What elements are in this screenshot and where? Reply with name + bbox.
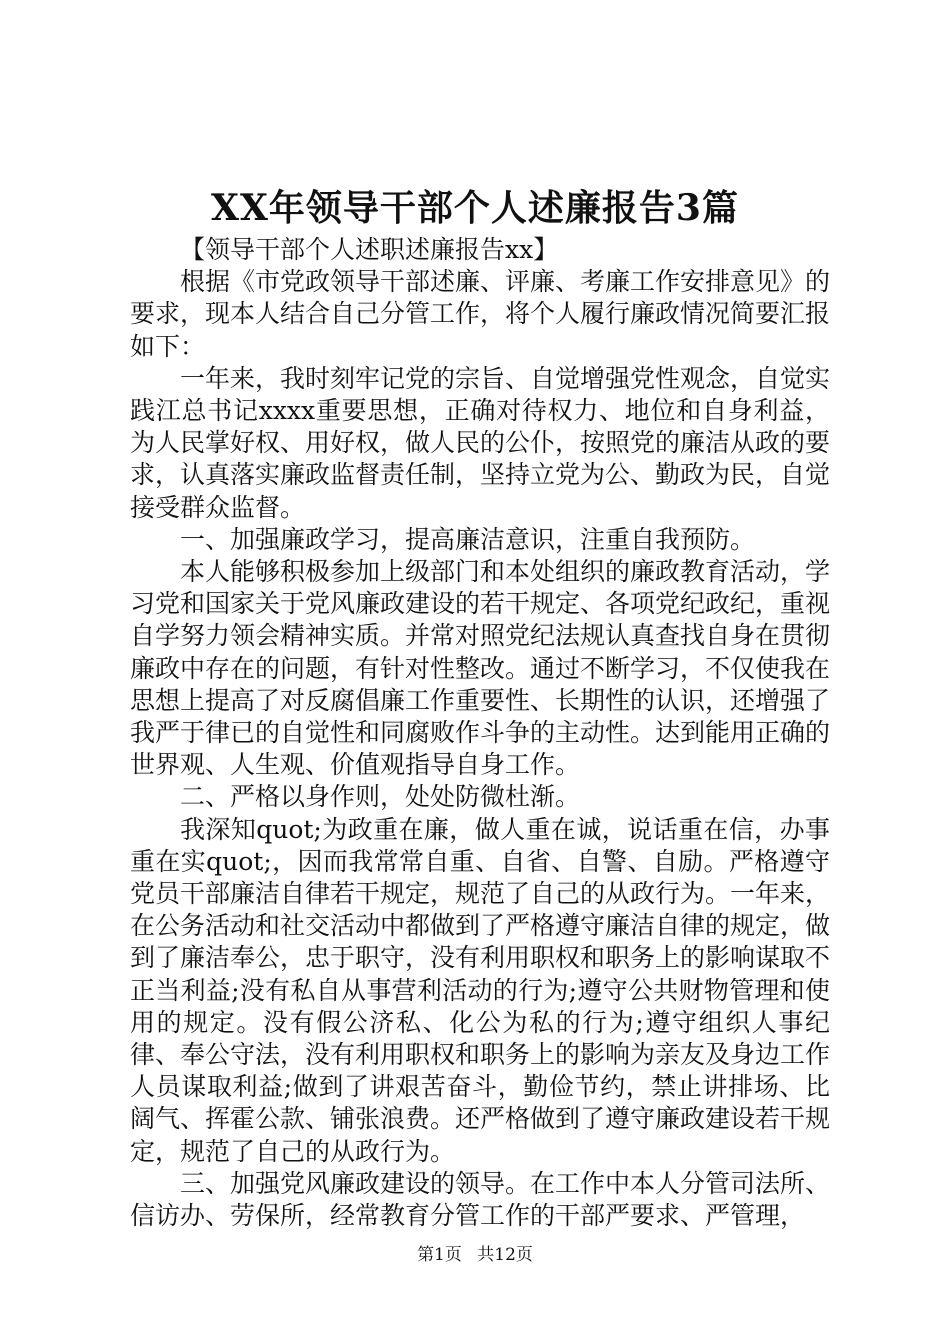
body-paragraph: 一年来，我时刻牢记党的宗旨、自觉增强党性观念，自觉实践江总书记xxxx重要思想，正确对待权力、地位和自身利益，为人民掌好权、用好权，做人民的公仆，按照党的廉洁从政的要求，认真落实廉政监督责任制，坚持立党为公、勤政为民，自觉接受群众监督。 xyxy=(130,363,831,522)
page-number-current: 第1页 xyxy=(417,1245,462,1265)
document-title: XX年领导干部个人述廉报告3篇 xyxy=(211,187,739,229)
body-paragraph: 本人能够积极参加上级部门和本处组织的廉政教育活动，学习党和国家关于党风廉政建设的若干规定、各项党纪政纪，重视自学努力领会精神实质。并常对照党纪法规认真查找自身在贯彻廉政中存在的问题，有针对性整改。通过不断学习，不仅使我在思想上提高了对反腐倡廉工作重要性、长期性的认识，还增强了我严于律已的自觉性和同腐败作斗争的主动性。达到能用正确的世界观、人生观、价值观指导自身工作。 xyxy=(130,557,831,780)
page-footer xyxy=(0,1244,950,1266)
section-heading-bracketed: 【领导干部个人述职述廉报告xx】 xyxy=(180,235,559,264)
section-heading: 一、加强廉政学习，提高廉洁意识，注重自我预防。 xyxy=(180,524,756,554)
document-body xyxy=(130,234,830,1232)
body-paragraph: 根据《市党政领导干部述廉、评廉、考廉工作安排意见》的要求，现本人结合自己分管工作，将个人履行廉政情况简要汇报如下： xyxy=(130,267,831,361)
body-paragraph: 我深知quot;为政重在廉，做人重在诚，说话重在信，办事重在实quot;，因而我常常自重、自省、自警、自励。严格遵守党员干部廉洁自律若干规定，规范了自己的从政行为。一年来，在公务活动和社交活动中都做到了严格遵守廉洁自律的规定，做到了廉洁奉公，忠于职守，没有利用职权和职务上的影响谋取不正当利益;没有私自从事营利活动的行为;遵守公共财物管理和使用的规定。没有假公济私、化公为私的行为;遵守组织人事纪律、奉公守法，没有利用职权和职务上的影响为亲友及身边工作人员谋取利益;做到了讲艰苦奋斗，勤俭节约，禁止讲排场、比阔气、挥霍公款、铺张浪费。还严格做到了遵守廉政建设若干规定，规范了自己的从政行为。 xyxy=(130,814,831,1166)
page-number-total: 共12页 xyxy=(477,1245,533,1265)
body-paragraph: 三、加强党风廉政建设的领导。在工作中本人分管司法所、信访办、劳保所，经常教育分管工作的干部严要求、严管理， xyxy=(130,1168,831,1231)
section-heading: 二、严格以身作则，处处防微杜渐。 xyxy=(180,782,581,812)
